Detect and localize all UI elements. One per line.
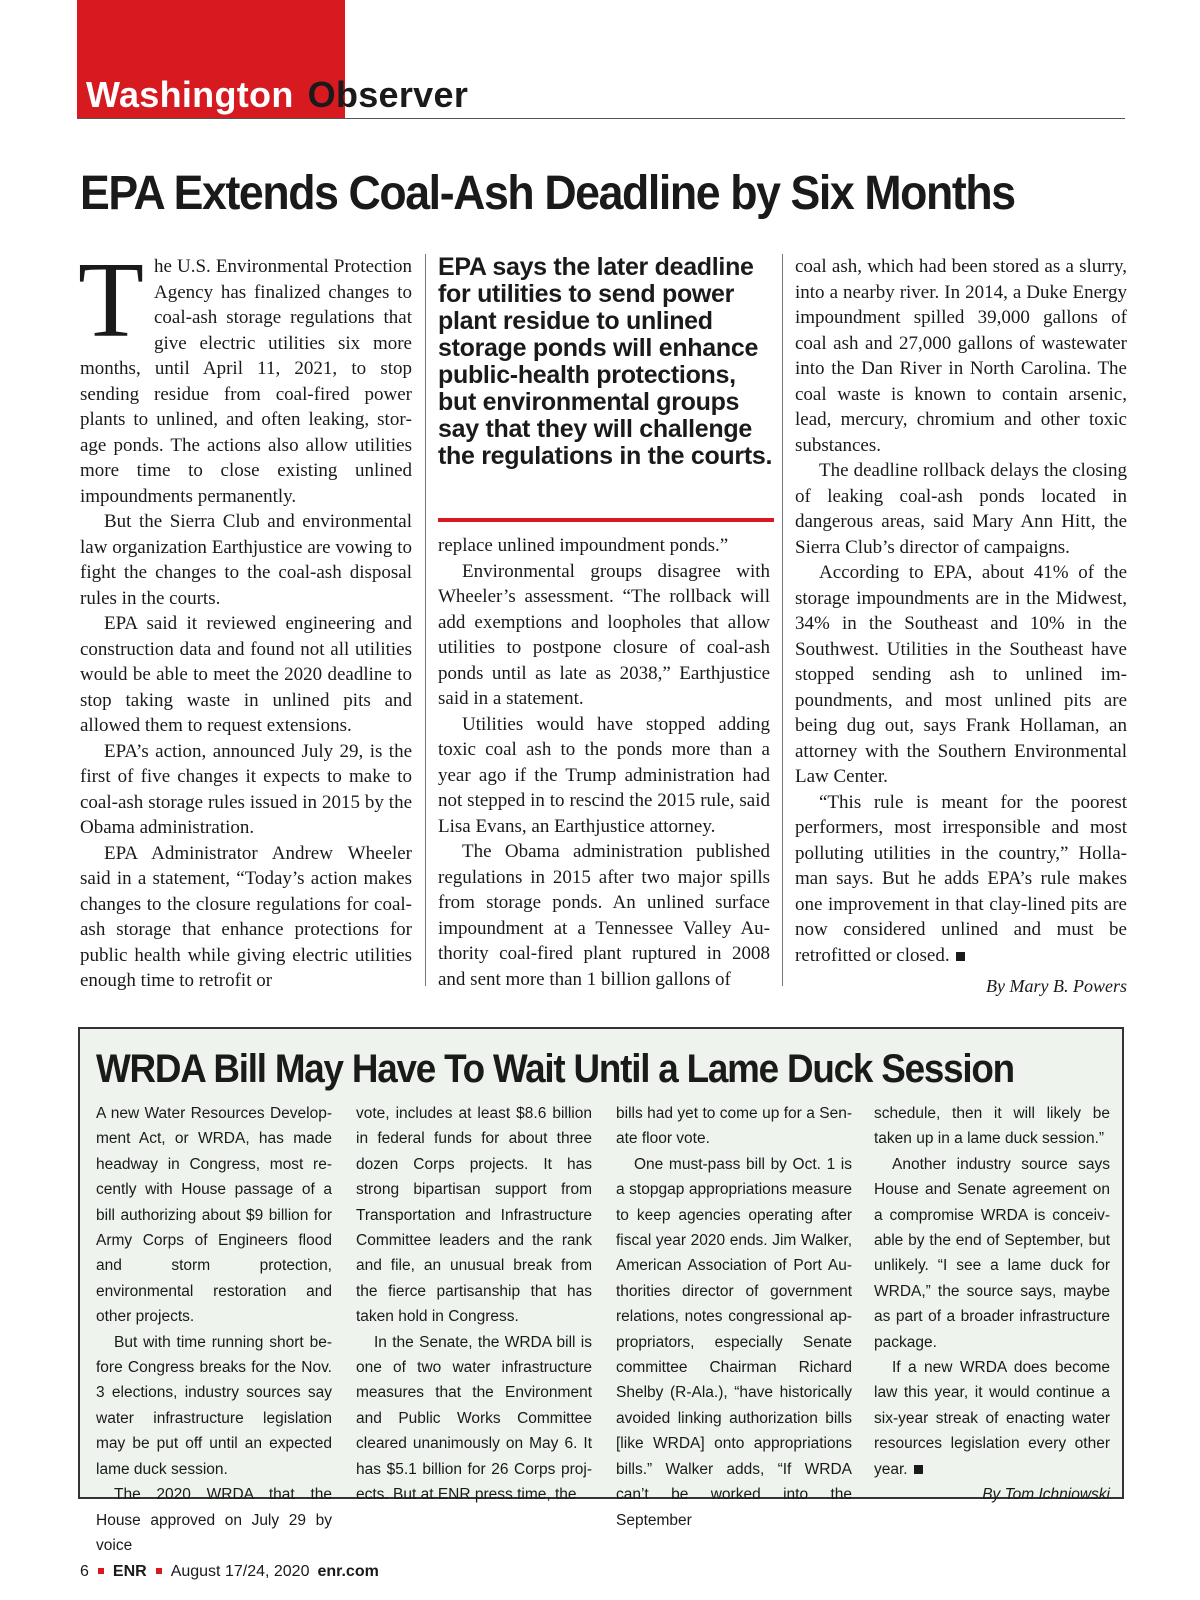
section-name-red: Washington bbox=[86, 74, 294, 115]
article-paragraph bbox=[78, 241, 412, 509]
article-paragraph: According to EPA, about 41% of the storage impoundments are in the Midwest, 34% in the Southeast and 10% in the Southwest. Utilities in the Southeast have stopped sending ash to unlined impoundments, and most unlined pits are being dug out, says Frank Hollaman, an attorney with the Southern Environmental Law Center. bbox=[795, 562, 1127, 787]
sidebar-paragraph: In the Senate, the WRDA bill is one of two water infrastructure measures that the Environment and Public Works Committee cleared unanimously on May 6. It has $5.1 billion for 26 Corps projects. But at ENR press time, the bbox=[356, 1333, 592, 1504]
article-paragraph: The deadline rollback delays the closing of leaking coal-ash ponds located in dangerous areas, said Mary Ann Hitt, the Sierra Club’s director of campaigns. bbox=[795, 460, 1127, 558]
pull-quote: EPA says the later deadline for utilities to send power plant residue to unlined storage ponds will enhance public-health protections, but environmental groups say that they will challenge the regulations in the courts. bbox=[438, 253, 773, 470]
sidebar-paragraph: A new Water Resources Development Act, or WRDA, has made headway in Congress, most recently with House passage of a bill authorizing about $9 billion for Army Corps of Engineers flood and storm protection, environmental restoration and other projects. bbox=[96, 1105, 332, 1326]
page-number: 6 bbox=[80, 1563, 89, 1580]
article-paragraph: EPA Administrator Andrew Wheeler said in a statement, “Today’s action makes changes to the closure regulations for coal-ash storage that enhance protections for public health while giving electric utilities enough time to retrofit or bbox=[80, 842, 412, 991]
sidebar-box bbox=[78, 1027, 1124, 1554]
article-column-3 bbox=[795, 254, 1127, 968]
sidebar-column-2 bbox=[356, 1101, 592, 1508]
sidebar-paragraph-text: If a new WRDA does become law this year, it would continue a six-year streak of enacting water resources legislation every other year. bbox=[874, 1359, 1110, 1478]
article-column-2 bbox=[438, 533, 770, 992]
sidebar-paragraph: vote, includes at least $8.6 billion in federal funds for about three dozen Corps projects. It has strong bipartisan support from Transportation and Infrastructure Committee leaders and the rank and file, an unusual break from the fierce partisanship that has taken hold in Congress. bbox=[356, 1105, 592, 1326]
sidebar-paragraph: bills had yet to come up for a Senate floor vote. bbox=[616, 1105, 852, 1148]
sidebar-paragraph: schedule, then it will likely be taken up in a lame duck session.” bbox=[874, 1105, 1110, 1148]
sidebar-byline: By Tom Ichniowski bbox=[982, 1486, 1110, 1504]
drop-cap: T bbox=[78, 241, 144, 360]
article-paragraph: Utilities would have stopped adding toxic coal ash to the ponds more than a year ago if the Trump administration had not stepped in to rescind the 2015 rule, said Lisa Evans, an Earthjustice attorney. bbox=[438, 713, 770, 837]
header-rule bbox=[77, 118, 1125, 119]
pull-quote-rule bbox=[438, 518, 774, 522]
article-headline: EPA Extends Coal-Ash Deadline by Six Months bbox=[80, 167, 1015, 220]
magazine-name: ENR bbox=[112, 1563, 147, 1580]
page-footer bbox=[80, 1562, 379, 1582]
sidebar-column-1 bbox=[96, 1101, 332, 1558]
article-paragraph bbox=[795, 790, 1127, 969]
article-paragraph: EPA’s action, announced July 29, is the first of five changes it expects to make to coal-ash storage rules issued in 2015 by the Obama administration. bbox=[80, 740, 412, 838]
sidebar-column-3 bbox=[616, 1101, 852, 1533]
article-paragraph: EPA said it reviewed engineering and construction data and found not all utilities would be able to meet the 2020 deadline to stop taking waste in unlined pits and allowed them to request extensions. bbox=[80, 613, 412, 736]
end-mark-icon bbox=[956, 952, 965, 961]
sidebar-headline: WRDA Bill May Have To Wait Until a Lame Duck Session bbox=[96, 1047, 1014, 1091]
separator-square-icon bbox=[98, 1568, 104, 1574]
article-paragraph-text: “This rule is meant for the poorest performers, most irresponsible and most polluting utilities in the country,” Hollaman says. But he adds EPA’s rule makes one improvement in that clay-lined pits are now considered unlined and must be retrofitted or closed. bbox=[795, 791, 1127, 966]
section-header bbox=[86, 74, 468, 116]
sidebar-paragraph bbox=[874, 1355, 1110, 1482]
sidebar-paragraph: The 2020 WRDA that the House approved on July 29 by voice bbox=[96, 1486, 332, 1554]
column-divider bbox=[425, 254, 426, 986]
issue-date: August 17/24, 2020 bbox=[170, 1563, 310, 1580]
sidebar-paragraph: One must-pass bill by Oct. 1 is a stopgap appropriations measure to keep agencies operating after fiscal year 2020 ends. Jim Walker, American Association of Port Authorities director of government relations, notes congressional appropriators, especially Senate committee Chairman Richard Shelby (R-Ala.), “have historically avoided linking authorization bills [like WRDA] onto appropriations bills.” Walker adds, “If WRDA can’t be worked into the September bbox=[616, 1155, 852, 1529]
article-paragraph: But the Sierra Club and environmental law organization Earthjustice are vowing to fight the changes to the coal-ash disposal rules in the courts. bbox=[80, 511, 412, 609]
article-byline: By Mary B. Powers bbox=[986, 976, 1127, 996]
article-paragraph: coal ash, which had been stored as a slurry, into a nearby river. In 2014, a Duke Energy impoundment spilled 39,000 gallons of coal ash and 27,000 gallons of wastewater into the Dan River in North Carolina. The coal waste is known to contain arsenic, lead, mercury, chromium and other toxic substances. bbox=[795, 256, 1127, 456]
sidebar-column-4 bbox=[874, 1101, 1110, 1508]
section-name-black: Observer bbox=[307, 74, 469, 115]
site-url: enr.com bbox=[317, 1563, 379, 1580]
article-paragraph-text: he U.S. Environmental Protection Agency has finalized changes to coal-ash storage regulations that give electric utilities six more months, until April 11, 2021, to stop sending residue from coal-fired power plants to unlined, and often leaking, storage ponds. The actions also allow utilities more time to close existing unlined impoundments permanently. bbox=[80, 256, 412, 507]
column-divider bbox=[782, 254, 783, 986]
article-column-1 bbox=[78, 241, 412, 994]
article-paragraph: Environmental groups disagree with Wheeler’s assessment. “The rollback will add exemptions and loopholes that allow utilities to postpone closure of coal-ash ponds until as late as 2038,” Earthjustice said in a statement. bbox=[438, 560, 770, 709]
article-paragraph: The Obama administration published regulations in 2015 after two major spills from storage ponds. An unlined surface impoundment at a Tennessee Valley Authority coal-fired plant ruptured in 2008 and sent more than 1 billion gallons of bbox=[438, 841, 770, 990]
separator-square-icon bbox=[156, 1568, 162, 1574]
sidebar-paragraph: Another industry source says House and Senate agreement on a compromise WRDA is conceivable by the end of September, but unlikely. “I see a lame duck for WRDA,” the source says, maybe as part of a broader infrastructure package. bbox=[874, 1155, 1110, 1351]
article-paragraph: replace unlined impoundment ponds.” bbox=[438, 535, 729, 556]
sidebar-paragraph: But with time running short before Congress breaks for the Nov. 3 elections, industry sources say water infrastructure legislation may be put off until an expected lame duck session. bbox=[96, 1333, 332, 1478]
end-mark-icon bbox=[914, 1465, 923, 1474]
